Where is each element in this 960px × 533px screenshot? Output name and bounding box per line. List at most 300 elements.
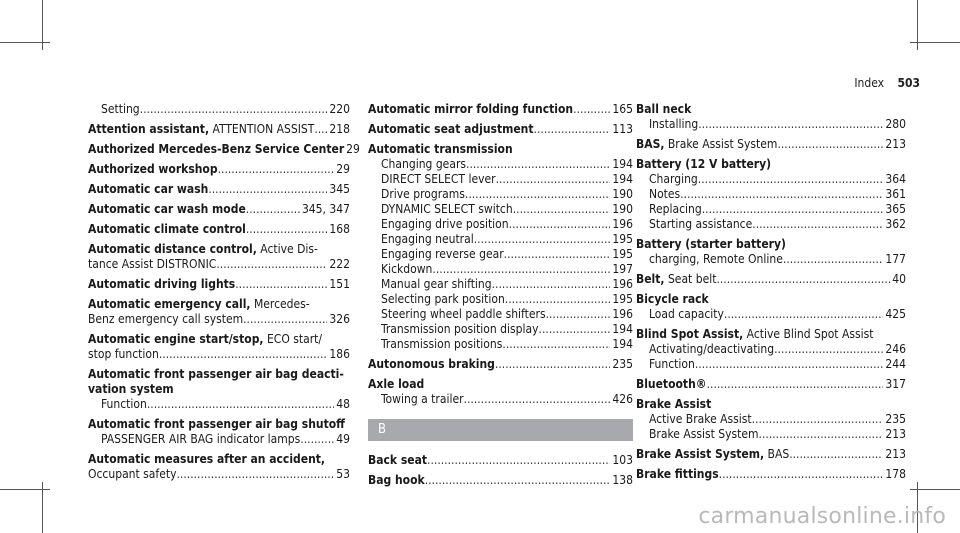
index-column-3 — [636, 102, 906, 487]
index-subentry — [368, 277, 633, 292]
entry-title: Battery (starter battery) — [636, 237, 786, 251]
leader-dots — [176, 467, 334, 482]
leader-dots — [777, 137, 883, 152]
page-reference: 194 — [612, 157, 633, 171]
leader-dots — [573, 102, 610, 117]
page-reference: 194 — [612, 322, 633, 336]
page-reference: 190 — [612, 202, 633, 216]
index-letter-heading: B — [368, 419, 633, 441]
leader-dots — [432, 262, 610, 277]
page-reference: 218 — [329, 122, 350, 136]
leader-dots — [505, 292, 611, 307]
index-row — [88, 367, 350, 382]
index-subentry — [636, 427, 906, 442]
leader-dots — [695, 357, 884, 372]
leader-dots — [539, 322, 611, 337]
page-reference: 138 — [612, 473, 633, 487]
index-row — [636, 272, 906, 287]
index-entry — [368, 357, 633, 372]
entry-text: Brake Assist System — [664, 137, 778, 151]
leader-dots — [216, 257, 327, 272]
entry-label — [88, 162, 218, 177]
page-reference: 220 — [329, 102, 350, 116]
entry-label — [636, 397, 711, 412]
index-entry — [88, 417, 350, 447]
entry-label — [368, 357, 495, 372]
entry-title: Automatic distance control, — [88, 242, 257, 256]
page-reference: 361 — [885, 187, 906, 201]
index-row — [88, 182, 350, 197]
index-row — [88, 277, 350, 292]
entry-label — [88, 202, 246, 217]
index-row — [636, 377, 906, 392]
leader-dots — [246, 202, 300, 217]
entry-text: Manual gear shifting — [381, 277, 492, 291]
index-entry — [636, 272, 906, 287]
entry-label — [381, 277, 492, 292]
index-column-1 — [88, 102, 360, 487]
entry-title: Automatic car wash mode — [88, 202, 246, 216]
leader-dots — [724, 307, 884, 322]
entry-title: Brake Assist System, — [636, 447, 765, 461]
leader-dots — [716, 272, 890, 287]
page-reference: 364 — [885, 172, 906, 186]
entry-text: Brake Assist System — [649, 427, 759, 441]
entry-label — [649, 187, 680, 202]
page-number: 503 — [897, 76, 920, 90]
index-subentry — [368, 322, 633, 337]
entry-label — [88, 257, 216, 272]
entry-text: ATTENTION ASSIST — [209, 122, 315, 136]
leader-dots — [159, 347, 328, 362]
entry-label — [88, 312, 243, 327]
entry-label — [88, 122, 314, 137]
index-row — [88, 257, 350, 272]
watermark: carmanualsonline.info — [698, 504, 946, 529]
entry-label — [381, 392, 464, 407]
entry-label — [649, 252, 783, 267]
page-reference: 40 — [892, 272, 906, 286]
index-row — [636, 157, 906, 172]
page-reference: 186 — [329, 347, 350, 361]
index-entry — [88, 182, 350, 197]
index-subentry — [368, 157, 633, 172]
leader-dots — [752, 412, 884, 427]
index-entry — [88, 142, 360, 157]
leader-dots — [534, 122, 611, 137]
crop-mark — [917, 0, 918, 50]
entry-text: DYNAMIC SELECT switch — [381, 202, 513, 216]
entry-text: charging, Remote Online — [649, 252, 783, 266]
page-reference: 426 — [612, 392, 633, 406]
index-entry — [636, 377, 906, 392]
entry-label — [381, 307, 546, 322]
index-row — [368, 142, 633, 157]
index-entry — [88, 202, 350, 217]
entry-label — [88, 452, 325, 467]
page-reference: 165 — [612, 102, 633, 116]
entry-label — [381, 322, 539, 337]
index-subentry — [368, 337, 633, 352]
entry-text: Drive programs — [381, 187, 465, 201]
entry-label — [636, 467, 719, 482]
entry-title: BAS, — [636, 137, 665, 151]
index-row — [88, 467, 350, 482]
page-reference: 362 — [885, 217, 906, 231]
entry-text: Active Brake Assist — [649, 412, 752, 426]
page-reference: 29 — [336, 162, 350, 176]
entry-title: Automatic climate control — [88, 222, 246, 236]
index-row — [88, 222, 350, 237]
page-reference: 177 — [885, 252, 906, 266]
index-subentry — [368, 187, 633, 202]
entry-title: Belt, — [636, 272, 665, 286]
entry-label — [88, 297, 310, 312]
index-row — [88, 202, 350, 217]
page-reference: 345, 347 — [301, 202, 350, 216]
entry-label — [368, 473, 425, 488]
page-reference: 235 — [612, 357, 633, 371]
entry-text: Transmission position display — [381, 322, 539, 336]
index-subentry — [636, 202, 906, 217]
entry-label — [649, 342, 774, 357]
entry-text: Notes — [649, 187, 681, 201]
entry-label — [368, 453, 427, 468]
index-entry — [368, 473, 633, 488]
index-row — [368, 377, 633, 392]
entry-label — [649, 117, 698, 132]
page-reference: 103 — [612, 453, 633, 467]
index-entry — [636, 397, 906, 442]
page-reference: 195 — [612, 292, 633, 306]
leader-dots — [466, 157, 610, 172]
entry-label — [649, 202, 702, 217]
index-subentry — [368, 307, 633, 322]
page-reference: 196 — [612, 277, 633, 291]
entry-text: Installing — [649, 117, 699, 131]
entry-label — [101, 397, 147, 412]
entry-text: Active Dis- — [256, 242, 318, 256]
leader-dots — [243, 312, 327, 327]
entry-title: Bag hook — [368, 473, 425, 487]
entry-label — [636, 237, 786, 252]
entry-label — [636, 292, 709, 307]
entry-label — [636, 447, 789, 462]
entry-title: Axle load — [368, 377, 425, 391]
leader-dots — [314, 122, 327, 137]
entry-label — [88, 277, 235, 292]
entry-label — [649, 217, 752, 232]
entry-text: Towing a trailer — [381, 392, 464, 406]
index-row — [88, 417, 350, 432]
entry-title: Autonomous braking — [368, 357, 495, 371]
entry-title: Automatic front passenger air bag deacti- — [88, 367, 344, 381]
index-row — [368, 473, 633, 488]
index-subentry — [636, 117, 906, 132]
entry-text: Benz emergency call system — [88, 312, 244, 326]
page-reference: 194 — [612, 172, 633, 186]
leader-dots — [680, 187, 883, 202]
index-entry — [88, 222, 350, 237]
page-reference: 326 — [329, 312, 350, 326]
index-row — [636, 467, 906, 482]
leader-dots — [513, 202, 611, 217]
leader-dots — [427, 453, 610, 468]
index-entry — [368, 377, 633, 407]
index-subentry — [88, 432, 350, 447]
page-reference: 213 — [885, 427, 906, 441]
entry-label — [649, 357, 695, 372]
index-row — [88, 142, 360, 157]
page-reference: 178 — [885, 467, 906, 481]
index-row — [368, 102, 633, 117]
index-entry — [636, 467, 906, 482]
index-row — [368, 357, 633, 372]
entry-label — [636, 377, 707, 392]
index-subentry — [88, 397, 350, 412]
entry-label — [88, 382, 174, 397]
entry-label — [101, 432, 300, 447]
leader-dots — [698, 117, 883, 132]
entry-label — [381, 232, 474, 247]
leader-dots — [464, 392, 611, 407]
index-row — [88, 297, 350, 312]
entry-label — [636, 102, 691, 117]
index-entry — [88, 332, 350, 362]
index-subentry — [636, 412, 906, 427]
entry-label — [636, 157, 771, 172]
index-subentry — [636, 217, 906, 232]
entry-text: ECO start/ — [263, 332, 323, 346]
leader-dots — [492, 277, 611, 292]
index-entry — [636, 157, 906, 232]
entry-label — [88, 222, 246, 237]
entry-text: stop function — [88, 347, 159, 361]
entry-text: Changing gears — [381, 157, 467, 171]
entry-label — [381, 217, 509, 232]
page-reference: 425 — [885, 307, 906, 321]
index-row — [368, 122, 633, 137]
index-entry — [88, 367, 350, 412]
index-row — [636, 102, 906, 117]
page-reference: 246 — [885, 342, 906, 356]
entry-label — [88, 332, 322, 347]
entry-title: vation system — [88, 382, 174, 396]
entry-label — [368, 377, 424, 392]
page-reference: 53 — [336, 467, 350, 481]
index-row — [88, 382, 350, 397]
leader-dots — [774, 342, 883, 357]
leader-dots — [504, 247, 611, 262]
index-row — [88, 162, 350, 177]
entry-title: Automatic transmission — [368, 142, 513, 156]
entry-label — [381, 157, 466, 172]
page-reference: 196 — [612, 307, 633, 321]
leader-dots — [474, 232, 611, 247]
index-entry — [368, 122, 633, 137]
index-subentry — [636, 252, 906, 267]
leader-dots — [147, 397, 334, 412]
page-reference: 168 — [329, 222, 350, 236]
page-reference: 213 — [885, 137, 906, 151]
entry-label — [636, 272, 716, 287]
entry-label — [88, 417, 345, 432]
entry-title: Bicycle rack — [636, 292, 709, 306]
entry-label — [381, 337, 502, 352]
entry-text: Starting assistance — [649, 217, 753, 231]
entry-label — [88, 347, 159, 362]
entry-text: Seat belt — [664, 272, 717, 286]
entry-label — [649, 172, 698, 187]
index-row — [88, 452, 350, 467]
page-reference: 222 — [329, 257, 350, 271]
index-entry — [368, 102, 633, 117]
entry-title: Bluetooth® — [636, 377, 707, 391]
index-entry — [88, 277, 350, 292]
page-reference: 195 — [612, 247, 633, 261]
entry-label — [88, 367, 344, 382]
entry-text: Replacing — [649, 202, 702, 216]
index-row — [88, 122, 350, 137]
index-entry — [88, 122, 350, 137]
index-row — [88, 312, 350, 327]
entry-title: Brake Assist — [636, 397, 712, 411]
entry-text: DIRECT SELECT lever — [381, 172, 496, 186]
entry-text: Engaging neutral — [381, 232, 474, 246]
entry-title: Automatic car wash — [88, 182, 209, 196]
index-row — [636, 327, 906, 342]
entry-title: Automatic seat adjustment — [368, 122, 534, 136]
entry-label — [88, 142, 344, 157]
page-reference: 345 — [329, 182, 350, 196]
leader-dots — [719, 467, 884, 482]
index-row — [636, 292, 906, 307]
index-row — [636, 237, 906, 252]
entry-title: Blind Spot Assist, — [636, 327, 744, 341]
entry-text: Transmission positions — [381, 337, 503, 351]
index-subentry — [636, 172, 906, 187]
leader-dots — [208, 182, 327, 197]
entry-title: Authorized workshop — [88, 162, 218, 176]
index-subentry — [368, 292, 633, 307]
page-reference: 194 — [612, 337, 633, 351]
leader-dots — [702, 202, 884, 217]
entry-text: BAS — [764, 447, 790, 461]
entry-label — [88, 182, 208, 197]
entry-label — [368, 102, 573, 117]
crop-mark — [42, 0, 43, 50]
page-reference: 317 — [885, 377, 906, 391]
index-subentry — [368, 392, 633, 407]
entry-text: Engaging reverse gear — [381, 247, 504, 261]
entry-title: Automatic driving lights — [88, 277, 236, 291]
leader-dots — [425, 473, 611, 488]
index-subentry — [368, 217, 633, 232]
entry-label — [88, 467, 176, 482]
leader-dots — [707, 377, 884, 392]
page-reference: 49 — [336, 432, 350, 446]
index-entry — [368, 453, 633, 468]
index-entry — [88, 297, 350, 327]
page-reference: 195 — [612, 232, 633, 246]
index-entry — [88, 102, 350, 117]
leader-dots — [546, 307, 611, 322]
leader-dots — [246, 222, 328, 237]
page-reference: 196 — [612, 217, 633, 231]
leader-dots — [465, 187, 611, 202]
index-subentry — [636, 307, 906, 322]
index-row — [636, 397, 906, 412]
page-reference: 235 — [885, 412, 906, 426]
page-reference: 29 — [346, 142, 360, 156]
entry-text: Activating/deactivating — [649, 342, 775, 356]
entry-text: Mercedes- — [250, 297, 310, 311]
leader-dots — [509, 217, 611, 232]
entry-label — [649, 427, 759, 442]
entry-label — [368, 122, 534, 137]
entry-label — [88, 242, 318, 257]
index-subentry — [636, 342, 906, 357]
entry-title: Attention assistant, — [88, 122, 210, 136]
leader-dots — [789, 447, 883, 462]
entry-text: Selecting park position — [381, 292, 505, 306]
index-subentry — [368, 172, 633, 187]
entry-label — [381, 202, 513, 217]
leader-dots — [235, 277, 327, 292]
page-reference: 113 — [612, 122, 633, 136]
entry-text: Charging — [649, 172, 698, 186]
index-entry — [636, 292, 906, 322]
index-entry — [636, 237, 906, 267]
leader-dots — [752, 217, 883, 232]
leader-dots — [140, 102, 328, 117]
leader-dots — [759, 427, 884, 442]
entry-label — [368, 142, 513, 157]
index-row — [88, 242, 350, 257]
entry-label — [381, 187, 465, 202]
index-subentry — [368, 202, 633, 217]
entry-text: Active Blind Spot Assist — [743, 327, 874, 341]
entry-title: Back seat — [368, 453, 428, 467]
entry-label — [381, 292, 505, 307]
entry-title: Automatic measures after an accident, — [88, 452, 326, 466]
index-entry — [88, 242, 350, 272]
page-reference: 213 — [885, 447, 906, 461]
page-reference: 365 — [885, 202, 906, 216]
entry-title: Brake fittings — [636, 467, 719, 481]
entry-label — [636, 327, 873, 342]
entry-text: Load capacity — [649, 307, 724, 321]
entry-text: PASSENGER AIR BAG indicator lamps — [101, 432, 301, 446]
entry-text: Setting — [101, 102, 140, 116]
index-subentry — [368, 262, 633, 277]
leader-dots — [502, 337, 610, 352]
entry-text: Function — [101, 397, 147, 411]
entry-title: Ball neck — [636, 102, 692, 116]
entry-text: Kickdown — [381, 262, 433, 276]
page-reference: 190 — [612, 187, 633, 201]
page-header — [854, 76, 920, 90]
leader-dots — [300, 432, 334, 447]
index-entry — [636, 137, 906, 152]
entry-text: Function — [649, 357, 695, 371]
entry-label — [381, 247, 504, 262]
index-subentry — [368, 247, 633, 262]
page-reference: 151 — [329, 277, 350, 291]
entry-label — [636, 137, 777, 152]
entry-title: Automatic engine start/stop, — [88, 332, 264, 346]
entry-label — [101, 102, 140, 117]
